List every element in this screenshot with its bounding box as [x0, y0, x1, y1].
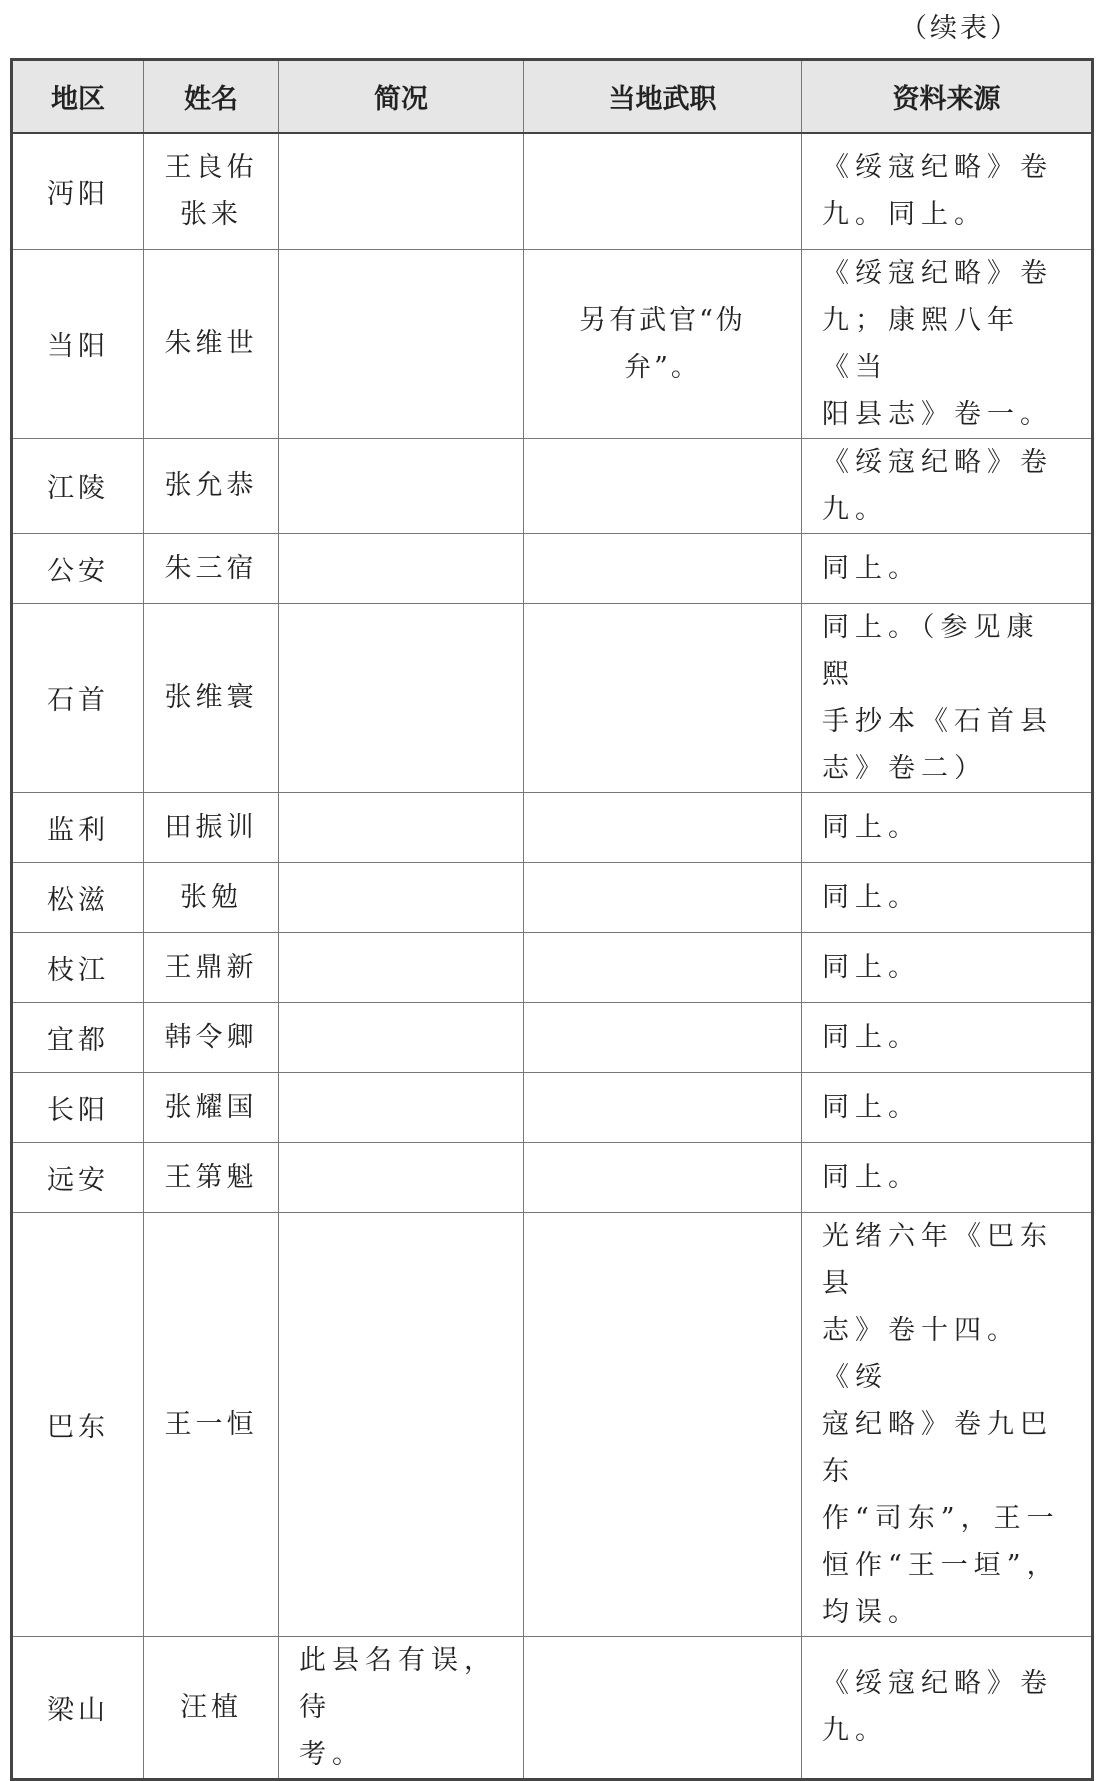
person-name: 王第魁	[164, 1161, 258, 1193]
cell-region: 江陵	[12, 438, 144, 533]
cell-description	[279, 603, 524, 792]
person-name: 张维寰	[164, 682, 258, 713]
cell-region: 松滋	[12, 862, 144, 932]
cell-source	[802, 862, 1093, 932]
cell-region: 梁山	[12, 1636, 144, 1779]
person-name: 汪植	[180, 1691, 242, 1723]
source-line: 同上。	[822, 552, 921, 584]
cell-local-military-post	[524, 133, 802, 249]
cell-region: 石首	[12, 603, 144, 792]
cell-name	[144, 932, 279, 1002]
cell-local-military-post	[524, 932, 802, 1002]
cell-name	[144, 1636, 279, 1779]
person-name: 王一恒	[164, 1408, 258, 1440]
cell-local-military-post	[524, 1636, 802, 1779]
cell-description	[279, 438, 524, 533]
source-line: 九。同上。	[822, 199, 987, 231]
officials-table	[10, 58, 1094, 1781]
cell-local-military-post: 另有武官“伪弁”。	[524, 249, 802, 438]
source-line: 九；康熙八年《当	[822, 304, 1020, 383]
source-line: 恒作“王一垣”，	[822, 1549, 1060, 1581]
cell-name	[144, 249, 279, 438]
source-line: 同上。	[822, 1021, 921, 1053]
header-local-military-post: 当地武职	[524, 60, 802, 134]
table-row	[12, 533, 1093, 603]
cell-region: 公安	[12, 533, 144, 603]
source-line: 志》卷十四。《绥	[822, 1314, 1020, 1393]
cell-source	[802, 438, 1093, 533]
source-line: 光绪六年《巴东县	[822, 1220, 1053, 1299]
cell-description	[279, 862, 524, 932]
cell-source	[802, 792, 1093, 862]
person-name: 朱维世	[164, 328, 258, 359]
cell-description	[279, 533, 524, 603]
source-line: 同上。	[822, 951, 921, 983]
table-body	[12, 133, 1093, 1779]
cell-name	[144, 1072, 279, 1142]
cell-source	[802, 603, 1093, 792]
table-header-row	[12, 60, 1093, 134]
cell-local-military-post	[524, 1002, 802, 1072]
cell-region: 监利	[12, 792, 144, 862]
header-description: 简况	[279, 60, 524, 134]
person-name: 张勉	[180, 881, 242, 913]
cell-name	[144, 1212, 279, 1636]
cell-description	[279, 1636, 524, 1779]
cell-region: 枝江	[12, 932, 144, 1002]
cell-source	[802, 533, 1093, 603]
source-line: 同上。（参见康熙	[822, 611, 1040, 690]
cell-region: 远安	[12, 1142, 144, 1212]
cell-region: 长阳	[12, 1072, 144, 1142]
source-line: 手抄本《石首县	[822, 705, 1053, 737]
cell-source	[802, 1212, 1093, 1636]
cell-name	[144, 862, 279, 932]
cell-region: 宜都	[12, 1002, 144, 1072]
table-row	[12, 1212, 1093, 1636]
cell-description	[279, 792, 524, 862]
cell-name	[144, 1002, 279, 1072]
header-source: 资料来源	[802, 60, 1093, 134]
person-name: 张耀国	[164, 1091, 258, 1123]
table-row	[12, 1002, 1093, 1072]
cell-description	[279, 1212, 524, 1636]
person-name: 张允恭	[164, 470, 258, 501]
cell-local-military-post	[524, 1072, 802, 1142]
table-row	[12, 1072, 1093, 1142]
cell-region: 当阳	[12, 249, 144, 438]
person-name: 王鼎新	[164, 951, 258, 983]
cell-source	[802, 249, 1093, 438]
cell-name	[144, 438, 279, 533]
source-line: 同上。	[822, 881, 921, 913]
cell-source	[802, 133, 1093, 249]
cell-name	[144, 792, 279, 862]
cell-local-military-post	[524, 603, 802, 792]
table-row	[12, 1636, 1093, 1779]
cell-local-military-post	[524, 792, 802, 862]
description-line: 考。	[299, 1738, 365, 1770]
source-line: 寇纪略》卷九巴东	[822, 1408, 1053, 1487]
cell-description	[279, 1072, 524, 1142]
cell-region: 巴东	[12, 1212, 144, 1636]
cell-description	[279, 249, 524, 438]
table-row	[12, 862, 1093, 932]
source-line: 作“司东”，王一	[822, 1502, 1060, 1534]
table-row	[12, 133, 1093, 249]
source-line: 《绥寇纪略》卷九。	[822, 446, 1053, 525]
table-row	[12, 1142, 1093, 1212]
person-name: 张来	[180, 199, 242, 231]
cell-name	[144, 533, 279, 603]
source-line: 阳县志》卷一。	[822, 398, 1053, 430]
cell-description	[279, 133, 524, 249]
cell-source	[802, 932, 1093, 1002]
cell-local-military-post	[524, 438, 802, 533]
cell-description	[279, 1142, 524, 1212]
person-name: 王良佑	[164, 152, 258, 184]
table-row	[12, 438, 1093, 533]
table-row	[12, 603, 1093, 792]
person-name: 韩令卿	[164, 1021, 258, 1053]
source-line: 同上。	[822, 1091, 921, 1123]
source-line: 均误。	[822, 1596, 921, 1628]
cell-description	[279, 1002, 524, 1072]
cell-region: 沔阳	[12, 133, 144, 249]
source-line: 《绥寇纪略》卷	[822, 257, 1053, 289]
cell-local-military-post	[524, 1142, 802, 1212]
cell-name	[144, 133, 279, 249]
header-name: 姓名	[144, 60, 279, 134]
cell-source	[802, 1636, 1093, 1779]
cell-name	[144, 603, 279, 792]
source-line: 《绥寇纪略》卷九。	[822, 1668, 1053, 1746]
header-region: 地区	[12, 60, 144, 134]
cell-description	[279, 932, 524, 1002]
cell-local-military-post	[524, 1212, 802, 1636]
person-name: 朱三宿	[164, 552, 258, 584]
cell-local-military-post	[524, 862, 802, 932]
table-row	[12, 792, 1093, 862]
source-line: 同上。	[822, 1161, 921, 1193]
cell-source	[802, 1142, 1093, 1212]
cell-source	[802, 1002, 1093, 1072]
source-line: 同上。	[822, 811, 921, 843]
cell-local-military-post	[524, 533, 802, 603]
cell-name	[144, 1142, 279, 1212]
person-name: 田振训	[164, 811, 258, 843]
table-row	[12, 932, 1093, 1002]
description-line: 此县名有误，待	[299, 1644, 497, 1723]
cell-source	[802, 1072, 1093, 1142]
table-row	[12, 249, 1093, 438]
source-line: 《绥寇纪略》卷	[822, 152, 1053, 184]
continued-label: （续表）	[900, 13, 1020, 44]
source-line: 志》卷二）	[822, 752, 987, 784]
